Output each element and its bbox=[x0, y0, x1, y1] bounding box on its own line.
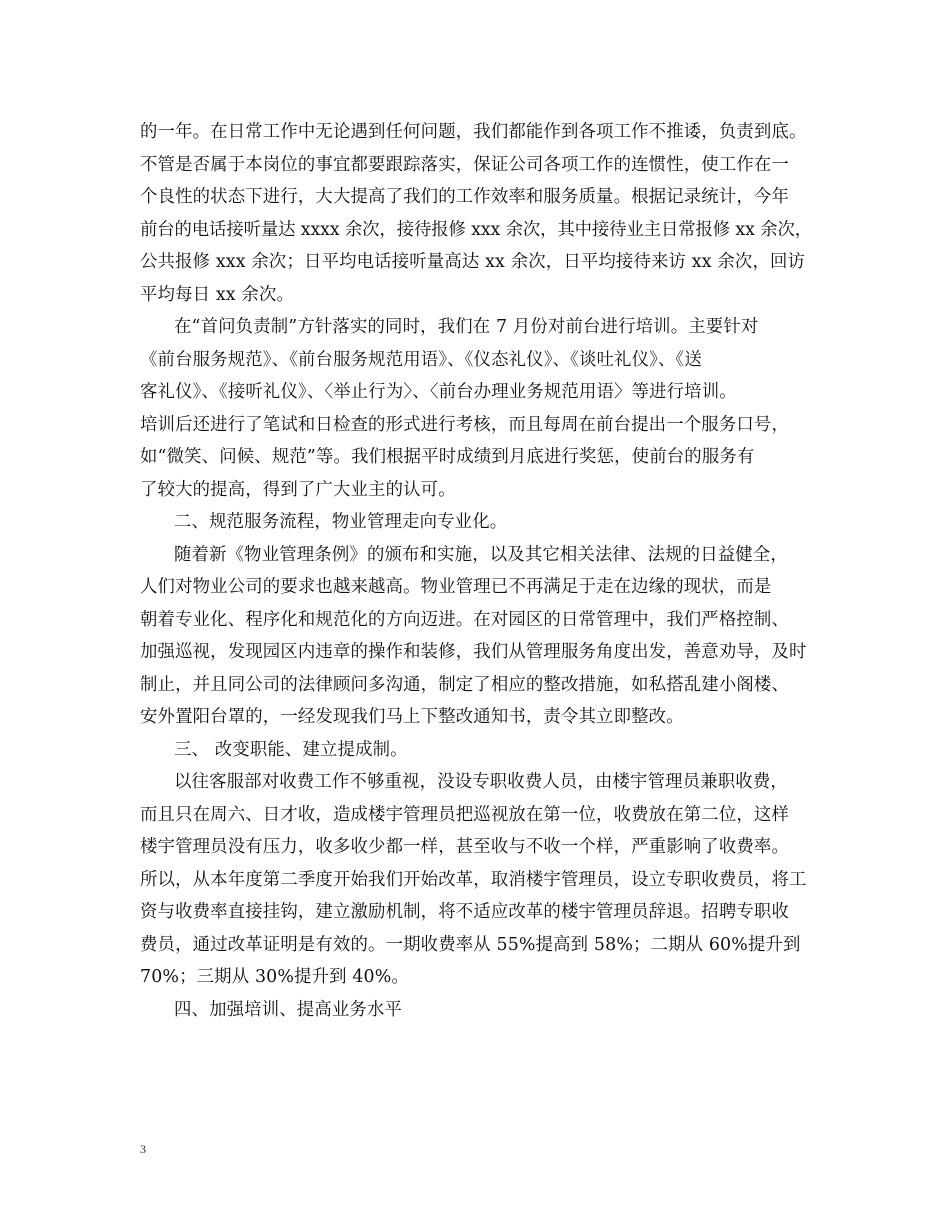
text-line: 如“微笑、问候、规范”等。我们根据平时成绩到月底进行奖惩，使前台的服务有 bbox=[140, 447, 755, 467]
text-line: 随着新《物业管理条例》的颁布和实施，以及其它相关法律、法规的日益健全， bbox=[174, 544, 788, 565]
text-line: 四、加强培训、提高业务水平 bbox=[174, 999, 403, 1020]
text-line: 制止，并且同公司的法律顾问多沟通，制定了相应的整改措施，如私搭乱建小阁楼、 bbox=[140, 674, 790, 695]
text-line: 前台的电话接听量达 xxxx 余次，接待报修 xxx 余次，其中接待业主日常报修 xx 余次， bbox=[140, 219, 812, 240]
text-line: 加强巡视，发现园区内违章的操作和装修，我们从管理服务角度出发，善意劝导，及时 bbox=[140, 642, 807, 662]
text-line: 资与收费率直接挂钩，建立激励机制，将不适应改革的楼宇管理员辞退。招聘专职收 bbox=[140, 902, 790, 922]
text-line: 平均每日 xx 余次。 bbox=[140, 284, 295, 305]
text-line: 了较大的提高，得到了广大业主的认可。 bbox=[140, 479, 456, 500]
text-line: 《前台服务规范》、《前台服务规范用语》、《仪态礼仪》、《谈吐礼仪》、《送 bbox=[140, 349, 702, 370]
text-line: 客礼仪》、《接听礼仪》、〈举止行为〉、〈前台办理业务规范用语〉等进行培训。 bbox=[140, 382, 737, 402]
text-line: 而且只在周六、日才收，造成楼宇管理员把巡视放在第一位，收费放在第二位，这样 bbox=[140, 804, 790, 825]
text-line: 人们对物业公司的要求也越来越高。物业管理已不再满足于走在边缘的现状，而是 bbox=[140, 577, 772, 597]
text-line: 朝着专业化、程序化和规范化的方向迈进。在对园区的日常管理中，我们严格控制、 bbox=[140, 609, 790, 630]
text-line: 三、 改变职能、建立提成制。 bbox=[174, 739, 408, 760]
text-line: 费员，通过改革证明是有效的。一期收费率从 55%提高到 58%；二期从 60%提升到 bbox=[140, 934, 801, 955]
text-line: 以往客服部对收费工作不够重视，没设专职收费人员，由楼宇管理员兼职收费， bbox=[174, 772, 788, 792]
text-line: 二、规范服务流程，物业管理走向专业化。 bbox=[174, 512, 508, 532]
text-line: 所以，从本年度第二季度开始我们开始改革，取消楼宇管理员，设立专职收费员，将工 bbox=[140, 869, 807, 890]
text-line: 个良性的状态下进行，大大提高了我们的工作效率和服务质量。根据记录统计，今年 bbox=[140, 187, 790, 207]
text-line: 70%；三期从 30%提升到 40%。 bbox=[140, 967, 409, 987]
page-number: 3 bbox=[140, 1142, 146, 1156]
text-line: 安外置阳台罩的，一经发现我们马上下整改通知书，责令其立即整改。 bbox=[140, 707, 684, 727]
text-line: 公共报修 xxx 余次；日平均电话接听量高达 xx 余次，日平均接待来访 xx 余次，回访 bbox=[140, 252, 806, 272]
text-line: 的一年。在日常工作中无论遇到任何问题，我们都能作到各项工作不推诿，负责到底。 bbox=[140, 122, 807, 142]
body-text bbox=[140, 116, 812, 1026]
text-line: 不管是否属于本岗位的事宜都要跟踪落实，保证公司各项工作的连惯性，使工作在一 bbox=[140, 154, 790, 175]
text-line: 在“首问负责制”方针落实的同时，我们在 7 月份对前台进行培训。主要针对 bbox=[174, 317, 759, 337]
text-line: 楼宇管理员没有压力，收多收少都一样，甚至收与不收一个样，严重影响了收费率。 bbox=[140, 837, 790, 857]
text-line: 培训后还进行了笔试和日检查的形式进行考核，而且每周在前台提出一个服务口号， bbox=[140, 414, 790, 435]
